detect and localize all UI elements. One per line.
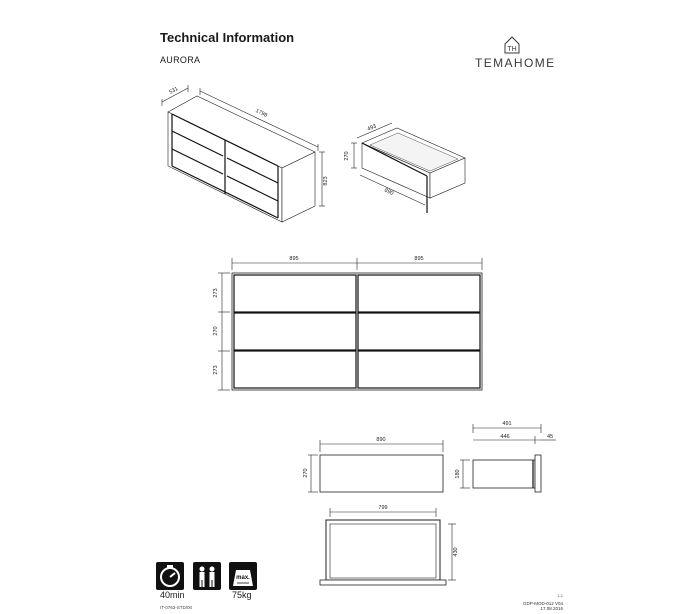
dim-drawer-front-width: 890 [376,437,386,443]
drawer-side-view [455,421,556,492]
drawer-top-view [320,505,459,585]
dim-drawer-iso-height: 270 [344,151,350,161]
dim-drawer-side-height: 180 [455,469,461,479]
max-weight: 75kg [232,590,252,600]
dim-drawer-side-body: 446 [500,434,510,440]
page-title: Technical Information [160,30,295,45]
dim-iso-height: 823 [323,176,329,186]
dim-front-row1: 273 [213,288,219,298]
dim-iso-depth: 531 [168,86,180,96]
dim-drawer-side-total: 491 [502,421,512,427]
dim-iso-width: 1798 [254,108,269,119]
gdp-code: GDP-MOD-012 V04 [522,601,563,606]
brand-monogram: TH [507,46,517,53]
gdp-block [523,601,563,611]
two-persons-icon [193,562,221,590]
max-weight-icon [229,562,257,590]
dim-drawer-front-height: 270 [303,468,309,478]
iso-drawer [344,123,465,213]
front-elevation [213,256,482,390]
dim-drawer-iso-width: 890 [383,187,395,197]
iso-dresser [162,85,329,222]
assembly-time: 40min [160,590,185,600]
model-name: AURORA [160,55,201,65]
gdp-date: 17.08.2016 [540,606,563,611]
brand-name: TEMAHOME [475,56,556,70]
dim-drawer-top-width: 799 [378,505,388,511]
dim-front-left-width: 895 [289,256,299,262]
page-number: 1-1 [557,593,563,598]
dim-drawer-top-depth: 430 [453,547,459,557]
stopwatch-icon [156,562,184,590]
dim-drawer-iso-depth: 493 [366,123,378,133]
doc-reference: IT-0763-STD/00 [160,605,193,610]
dim-drawer-side-front: 45 [546,434,554,440]
dim-front-row3: 273 [213,365,219,375]
dim-front-row2: 270 [213,326,219,336]
max-weight-badge: max. [236,575,250,581]
drawer-front-view [303,437,443,492]
dim-front-right-width: 895 [414,256,424,262]
